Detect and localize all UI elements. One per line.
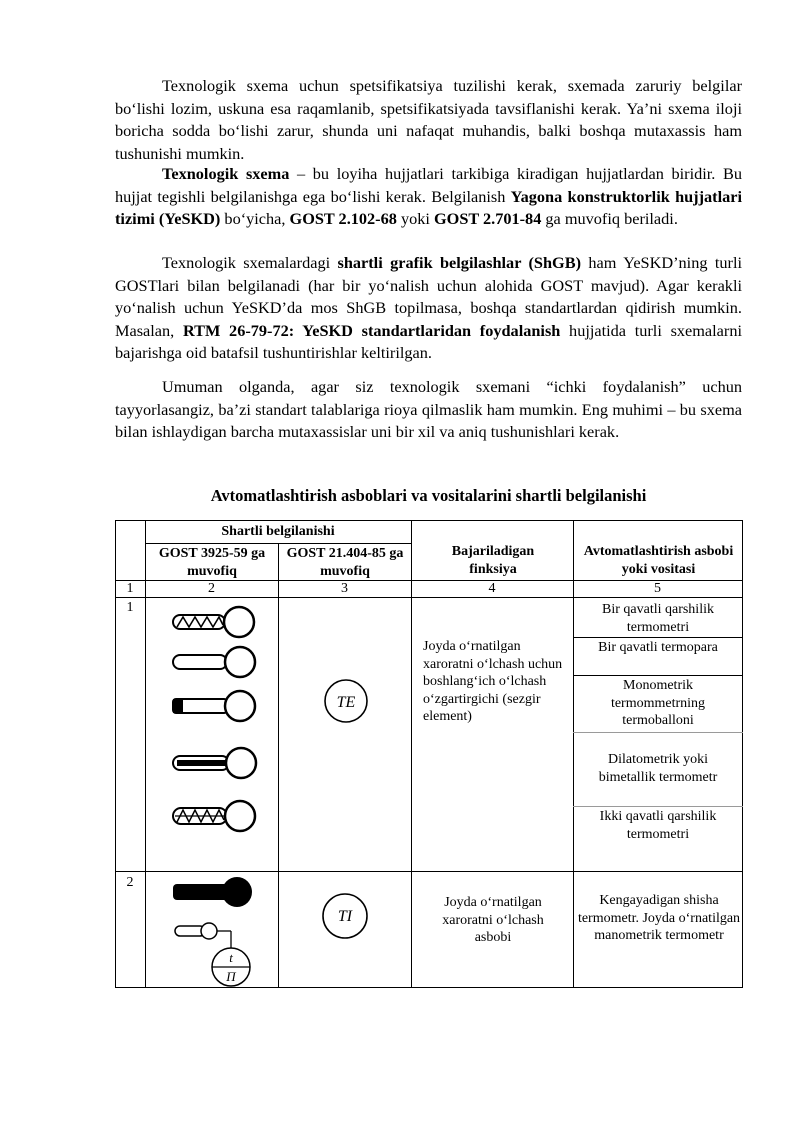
header-device: Avtomatlashtirish asbobi yoki vositasi [583, 544, 734, 577]
row-1-function: Joyda o‘rnatilgan xaroratni o‘lchash uchun boshlang‘ich o‘lchash o‘zgartirgichi (sezgir element) [423, 639, 563, 724]
col-number-2: 2 [208, 581, 215, 596]
te-symbol-label: TE [336, 694, 356, 711]
row-1-device-2: Bir qavatli termopara [598, 640, 718, 655]
header-symbols-group: Shartli belgilanishi [221, 524, 335, 539]
paragraph-2: Texnologik sxema – bu loyiha hujjatlari tarkibiga kiradigan hujjatlardan biridir. Bu hujjat tegishli belgilanishga ega bo‘lishi kerak. Belgilanish Yagona konstruktorlik hujjatlari tizimi (YeSKD) bo‘yicha, GOST 2.102-68 yoki GOST 2.701-84 ga muvofiq beriladi. [115, 164, 743, 229]
te-symbol-icon [322, 677, 370, 725]
gauge-lower-label: П [226, 969, 236, 984]
row-1-device-5: Ikki qavatli qarshilik termometri [599, 809, 717, 842]
paragraph-4: Umuman olganda, agar siz texnologik sxemani “ichki foydalanish” uchun tayyorlasangiz, ba’zi standart talablariga rioya qilmaslik ham mumkin. Eng muhimi – bu sxema bilan ishlaydigan barcha mutaxassislar uni bir xil va aniq tushunishlari kerak. [115, 377, 742, 442]
double-resistance-thermometer-icon [173, 801, 255, 831]
row-2-device: Kengayadigan shisha termometr. Joyda o‘rnatilgan manometrik termometr [577, 893, 741, 943]
row-2-number: 2 [126, 875, 134, 890]
row-1-device-1: Bir qavatli qarshilik termometri [602, 602, 714, 635]
ti-symbol-label: TI [337, 908, 353, 925]
col-number-5: 5 [654, 581, 661, 596]
header-function: Bajariladigan finksiya [451, 544, 535, 577]
table-title: Avtomatlashtirish asboblari va vositalarini shartli belgilanishi [210, 486, 647, 505]
row-2-gost3925-symbols [145, 872, 278, 987]
paragraph-3: Texnologik sxemalardagi shartli grafik belgilashlar (ShGB) ham YeSKD’ning turli GOSTlari bilan belgilanadi (har bir yo‘nalish uchun alohida GOST mavjud). Agar kerakli yo‘nalish uchun YeSKD’da mos ShGB topilmasa, boshqa standartlardan qidirish mumkin. Masalan, RTM 26-79-72: YeSKD standartlaridan foydalanish hujjatida turli sxemalarni bajarishga oid batafsil tushuntirishlar keltirilgan. [115, 253, 743, 363]
col-number-3: 3 [341, 581, 348, 596]
thermocouple-icon [173, 647, 255, 677]
glass-thermometer-icon [173, 877, 252, 907]
paragraph-1: Texnologik sxema uchun spetsifikatsiya tuzilishi kerak, sxemada zaruriy belgilar bo‘lishi lozim, uskuna esa raqamlanib, spetsifikatsiyada tavsiflanishi kerak. Ya’ni sxema iloji boricha sodda bo‘lishi zarur, shunda uni nafaqat muhandis, balki boshqa mutaxassis ham tushunishi mumkin. [115, 76, 742, 163]
gauge-upper-label: t [229, 950, 233, 965]
row-1-number: 1 [126, 600, 134, 615]
row-2-function: Joyda o‘rnatilgan xaroratni o‘lchash asbobi [442, 895, 544, 945]
col-number-4: 4 [488, 581, 496, 596]
row-1-device-3: Monometrik termommetrning termoballoni [610, 678, 706, 728]
ti-symbol-icon [320, 891, 370, 941]
manometric-thermobulb-icon [173, 691, 255, 721]
single-resistance-thermometer-icon [173, 607, 254, 637]
local-manometric-thermometer-icon [175, 923, 250, 986]
header-gost21404: GOST 21.404-85 ga muvofiq [286, 546, 404, 579]
row-1-device-4: Dilatometrik yoki bimetallik termometr [598, 752, 718, 785]
dilatometric-thermometer-icon [173, 748, 256, 778]
header-gost3925: GOST 3925-59 ga muvofiq [158, 546, 266, 579]
col-number-1: 1 [126, 581, 134, 596]
row-1-gost3925-symbols [145, 597, 278, 871]
